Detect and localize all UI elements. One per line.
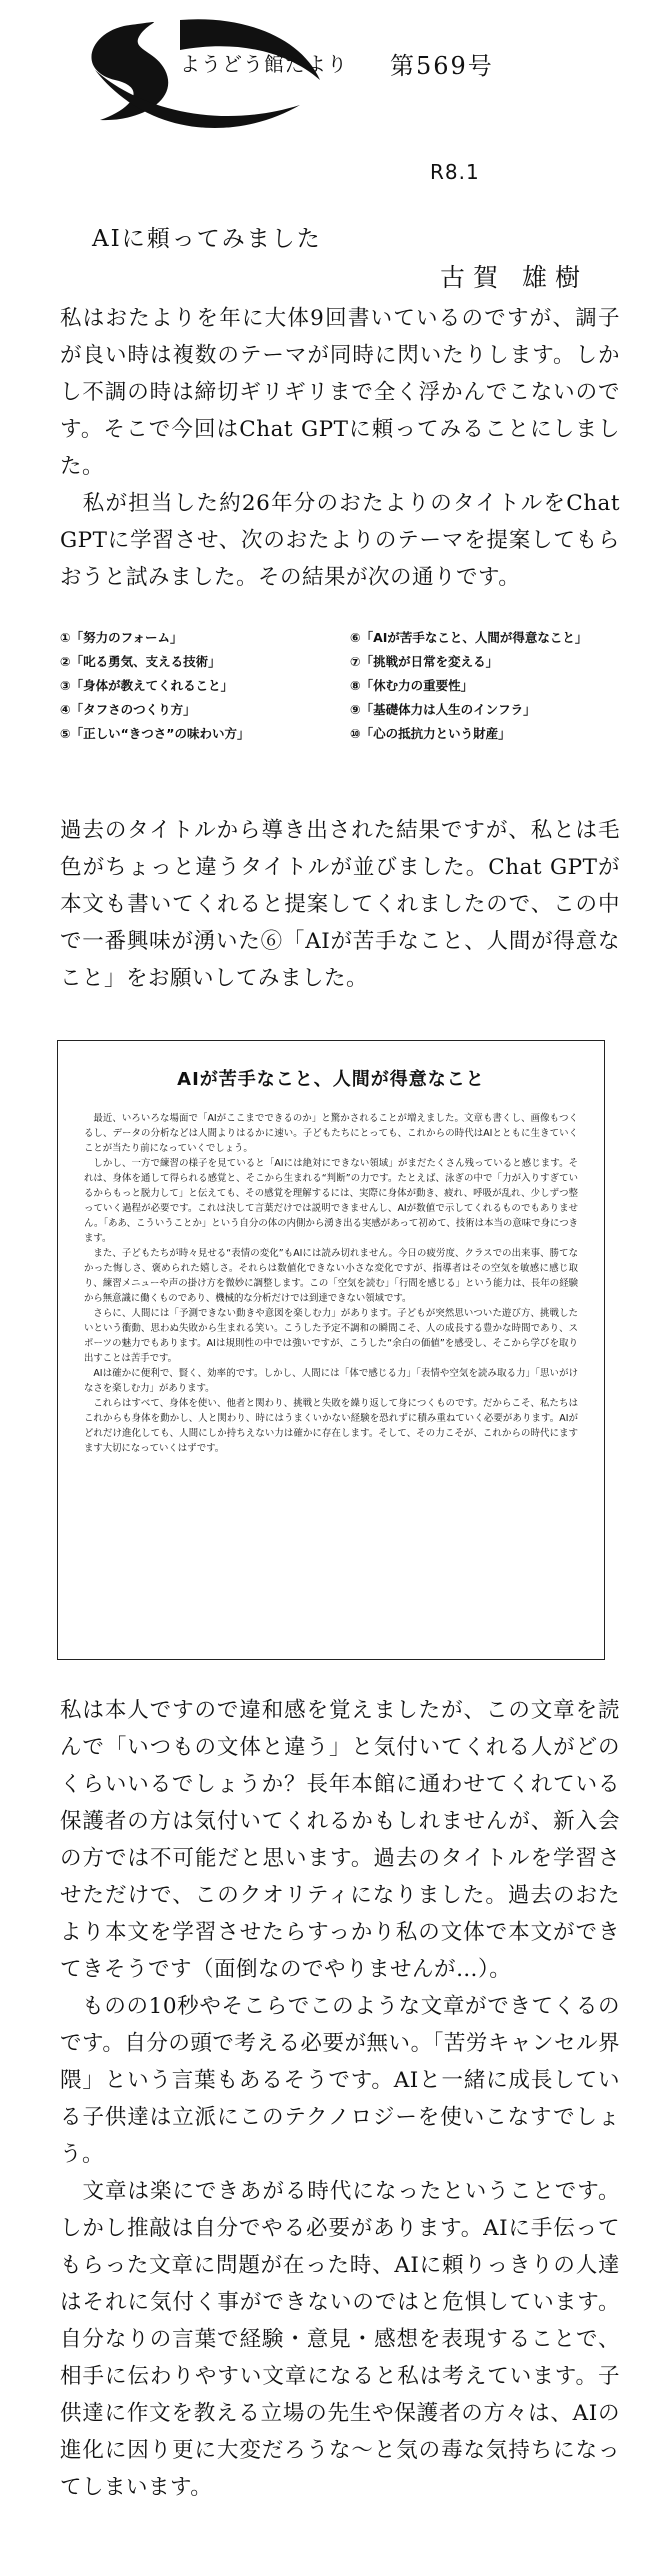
article-title: AIに頼ってみました (92, 226, 322, 252)
logo-swoosh-icon (70, 10, 390, 160)
paragraph-result: 過去のタイトルから導き出された結果ですが、私とは毛色がちょっと違うタイトルが並びました。Chat GPTが本文も書いてくれると提案してくれましたので、この中で一番興味が湧いた⑥「AIが苦手なこと、人間が得意なこと」をお願いしてみました。 (60, 818, 620, 991)
ai-generated-article-box (57, 1040, 605, 1660)
suggested-title: ⑤「正しい“きつさ”の味わい方」 (60, 726, 250, 741)
suggested-title: ⑨「基礎体力は人生のインフラ」 (350, 702, 536, 717)
ai-article-paragraph: さらに、人間には「予測できない動きや意図を楽しむ力」があります。子どもが突然思いついた遊び方、挑戦したいという衝動、思わぬ失敗から生まれる笑い。こうした予定不調和の瞬間こそ、人の成長する豊かな時間であり、スポーツの魅力でもあります。AIは規則性の中では強いですが、こうした“余白の価値”を感受し、そこから学びを取り出すことは苦手です。 (84, 1308, 578, 1364)
ai-article-paragraph: AIは確かに便利で、賢く、効率的です。しかし、人間には「体で感じる力」「表情や空気を読み取る力」「思いがけなさを楽しむ力」があります。 (84, 1368, 578, 1394)
ai-article-paragraph: 最近、いろいろな場面で「AIがここまでできるのか」と驚かされることが増えました。文章も書くし、画像もつくるし、データの分析などは人間よりはるかに速い。子どもたちにとっても、これからの時代はAIとともに生きていくことが当たり前になっていくでしょう。 (84, 1113, 578, 1154)
ai-article-body (84, 1111, 578, 1456)
paragraph-intro: 私はおたよりを年に大体9回書いているのですが、調子が良い時は複数のテーマが同時に閃いたりします。しかし不調の時は締切ギリギリまで全く浮かんでこないのです。そこで今回はChat GPTに頼ってみることにしました。 私が担当した約26年分のおたよりのタイトルをChat GPTに学習させ、次のおたよりのテーマを提案してもらおうと試みました。その結果が次の通りです。 (60, 306, 620, 590)
suggested-titles-list (60, 628, 620, 742)
suggested-title: ⑧「休む力の重要性」 (350, 678, 474, 693)
suggested-title: ⑥「AIが苦手なこと、人間が得意なこと」 (350, 630, 588, 645)
ai-article-paragraph: また、子どもたちが時々見せる“表情の変化”もAIには読み切れません。今日の疲労度、クラスでの出来事、勝てなかった悔しさ、褒められた嬉しさ。それらは数値化できない小さな変化ですが、指導者はその空気を敏感に感じ取り、練習メニューや声の掛け方を微妙に調整します。この「空気を読む」「行間を感じる」という能力は、長年の経験から無意識に働くものであり、機械的な分析だけでは到達できない領域です。 (84, 1248, 578, 1304)
ai-article-title: AIが苦手なこと、人間が得意なこと (177, 1069, 485, 1090)
logo-text: ようどう館だより (180, 52, 348, 76)
ai-article-paragraph: しかし、一方で練習の様子を見ていると「AIには絶対にできない領域」がまだたくさん残っていると感じます。それは、身体を通して得られる感覚と、そこから生まれる“判断”の力です。たとえば、泳ぎの中で「力が入りすぎているからもっと脱力して」と伝えても、その感覚を理解するには、実際に身体が動き、疲れ、呼吸が乱れ、少しずつ整っていく過程が必要です。これは決して言葉だけでは説明できませんし、AIが数値で示してくれるものでもありません。「ああ、こういうことか」という自分の体の内側から湧き出る実感があって初めて、技術は本当の意味で身につきます。 (84, 1158, 578, 1244)
suggested-title: ②「叱る勇気、支える技術」 (60, 654, 221, 669)
article-author: 古賀 雄樹 (440, 263, 588, 292)
issue-number: 第569号 (390, 52, 494, 80)
suggested-title: ③「身体が教えてくれること」 (60, 678, 234, 693)
issue-date: R8.1 (430, 160, 480, 184)
newsletter-header (60, 10, 620, 184)
suggested-title: ⑩「心の抵抗力という財産」 (350, 726, 511, 741)
paragraph-conclusion: 私は本人ですので違和感を覚えましたが、この文章を読んで「いつもの文体と違う」と気付いてくれる人がどのくらいいるでしょうか？長年本館に通わせてくれている保護者の方は気付いてくれるかもしれませんが、新入会の方では不可能だと思います。過去のタイトルを学習させただけで、このクオリティになりました。過去のおたより本文を学習させたらすっかり私の文体で本文ができてきそうです（面倒なのでやりませんが…）。 ものの10秒やそこらでこのような文章ができてくるのです。自分の頭で考える必要が無い。「苦労キャンセル界隈」という言葉もあるそうです。AIと一緒に成長している子供達は立派にこのテクノロジーを使いこなすでしょう。 文章は楽にできあがる時代になったということです。しかし推敲は自分でやる必要があります。AIに手伝ってもらった文章に問題が在った時、AIに頼りっきりの人達はそれに気付く事ができないのではと危惧しています。自分なりの言葉で経験・意見・感想を表現することで、相手に伝わりやすい文章になると私は考えています。子供達に作文を教える立場の先生や保護者の方々は、AIの進化に因り更に大変だろうな〜と気の毒な気持ちになってしまいます。 (60, 1698, 620, 2500)
ai-article-paragraph: これらはすべて、身体を使い、他者と関わり、挑戦と失敗を繰り返して身につくものです。だからこそ、私たちはこれからも身体を動かし、人と関わり、時にはうまくいかない経験を恐れずに積み重ねていく必要があります。AIがどれだけ進化しても、人間にしか持ちえない力は確かに存在します。そして、その力こそが、これからの時代にますます大切になっていくはずです。 (84, 1398, 578, 1454)
suggested-title: ⑦「挑戦が日常を変える」 (350, 654, 499, 669)
suggested-title: ④「タフさのつくり方」 (60, 702, 196, 717)
suggested-title: ①「努力のフォーム」 (60, 630, 183, 645)
